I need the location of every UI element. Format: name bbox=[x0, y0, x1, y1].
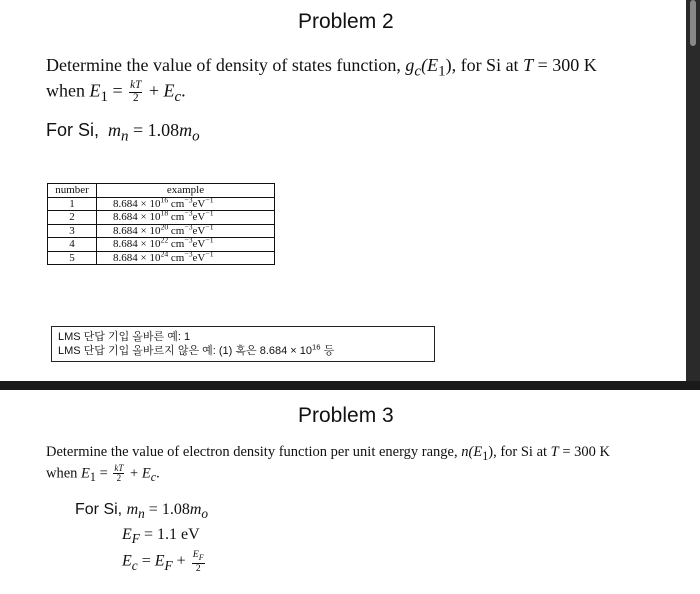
problem2-question-line2: when $E_1$ = $\frac{kT}{2}$ + $E_c$. bbox=[46, 79, 186, 105]
row-number: 3 bbox=[48, 224, 97, 238]
lms-incorrect-example: LMS 단답 기입 올바르지 않은 예: (1) 혹은 $8.684 \times 10^{16}$ 등 bbox=[58, 342, 335, 357]
problem3-question-line1: Determine the value of electron density function per unit energy range, $n(E_1)$, for Si at T = 300 K bbox=[46, 444, 611, 463]
row-example: $8.684 \times 10^{22}$ $cm^{-3}eV^{-1}$ bbox=[97, 238, 275, 252]
column-header-example: example bbox=[97, 184, 275, 198]
kt-over-2-fraction: $\frac{kT}{2}$ bbox=[114, 463, 124, 484]
row-example: $8.684 \times 10^{18}$ $cm^{-3}eV^{-1}$ bbox=[97, 211, 275, 225]
problem3-panel bbox=[0, 390, 700, 594]
kt-over-2-fraction: $\frac{kT}{2}$ bbox=[130, 79, 142, 104]
problem2-title: Problem 2 bbox=[298, 10, 394, 33]
table-row bbox=[48, 251, 275, 265]
fermi-energy-value: $E_F = 1.1$ eV bbox=[122, 526, 200, 547]
row-number: 2 bbox=[48, 211, 97, 225]
problem3-title: Problem 3 bbox=[298, 404, 394, 427]
column-header-number: number bbox=[48, 184, 97, 198]
scrollbar[interactable] bbox=[686, 0, 700, 381]
row-example: $8.684 \times 10^{24}$ $cm^{-3}eV^{-1}$ bbox=[97, 251, 275, 265]
row-example: $8.684 \times 10^{20}$ $cm^{-3}eV^{-1}$ bbox=[97, 224, 275, 238]
lms-correct-example: LMS 단답 기입 올바른 예: 1 bbox=[58, 331, 191, 343]
row-number: 1 bbox=[48, 197, 97, 211]
lms-answer-note bbox=[51, 326, 435, 362]
problem3-si-mass: For Si, $m_n = 1.08m_o$ bbox=[75, 501, 209, 522]
row-number: 5 bbox=[48, 251, 97, 265]
conduction-band-energy: $E_c = E_F$ + $\frac{E_F}{2}$ bbox=[122, 549, 204, 574]
scrollbar-thumb[interactable] bbox=[690, 0, 696, 46]
problem2-si-mass: For Si, $m_n = 1.08m_o$ bbox=[46, 120, 200, 145]
problem3-question-line2: when $E_1$ = $\frac{kT}{2}$ + $E_c$. bbox=[46, 463, 160, 485]
ef-over-2-fraction: $\frac{E_F}{2}$ bbox=[192, 549, 204, 574]
answer-example-table bbox=[47, 183, 275, 265]
row-number: 4 bbox=[48, 238, 97, 252]
problem2-question-line1: Determine the value of density of states function, $g_c(E_1)$, for Si at T = 300 K bbox=[46, 55, 597, 80]
row-example: $8.684 \times 10^{16}$ $cm^{-3}eV^{-1}$ bbox=[97, 197, 275, 211]
